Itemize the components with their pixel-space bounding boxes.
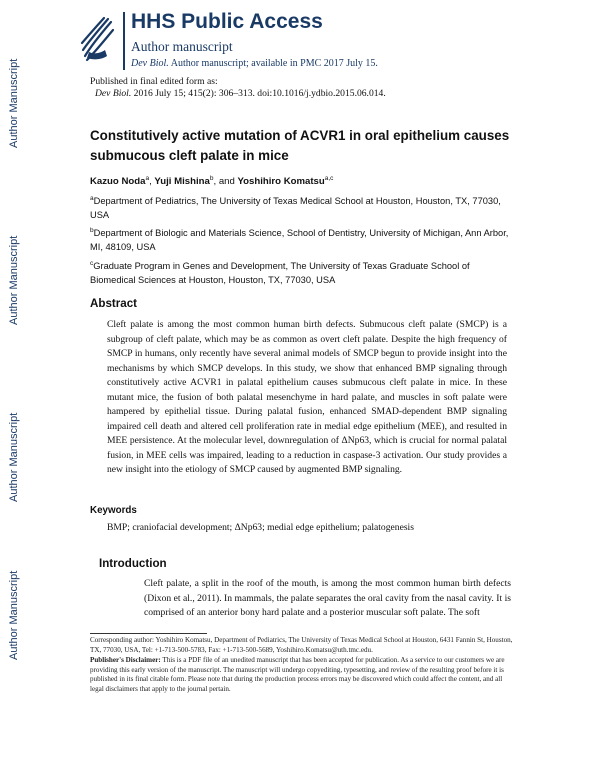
affiliation-text: Department of Pediatrics, The University of Texas Medical School at Houston, Houston, TX, 77030, USA [90, 196, 501, 221]
side-label-author-manuscript: Author Manuscript [8, 58, 20, 148]
article-title: Constitutively active mutation of ACVR1 in oral epithelium causes submucous cleft palate in mice [90, 128, 510, 163]
disclaimer-text: This is a PDF file of an unedited manuscript that has been accepted for publication. As a service to our customers we are providing this early version of the manuscript. The manuscript will undergo copyediting, typesetting, and review of the resulting proof before it is published in its final citable form. Please note that during the production process errors may be discovered which could affect the content, and all legal disclaimers that apply to the journal pertain. [90, 656, 505, 693]
abstract-body: Cleft palate is among the most common human birth defects. Submucous cleft palate (SMCP) is a subgroup of cleft palate, which may be as common as overt cleft palate. Despite the high frequency of SMCP in humans, only recently have several animal models of SMCP begun to provide insight into the mechanisms by which SMCP develops. In this study, we show that enhanced BMP signaling through constitutively active ACVR1 in palatal epithelium causes submucous cleft palate in mice. In these mutant mice, the fusion of both palatal mesenchyme in hard palate, and muscles in soft palate were hampered by epithelial tissue. During palatal fusion, enhanced SMAD-dependent BMP signaling impaired cell death and altered cell proliferation rate in medial edge epithelium (MEE), and resulted in MEE persistence. At the molecular level, downregulation of ΔNp63, which is crucial for normal palatal fusion, in MEE cells was impaired, leading to a reduction in caspase-3 activation. Our study provides a new insight into the etiology of SMCP caused by augmented BMP signaling. [107, 319, 507, 475]
author-manuscript-label: Author manuscript [131, 39, 233, 54]
side-label-author-manuscript: Author Manuscript [8, 570, 20, 660]
abstract-heading: Abstract [90, 297, 138, 310]
publication-citation [95, 88, 386, 99]
author-name: Kazuo Noda [90, 176, 146, 188]
affiliation-text: Department of Biologic and Materials Science, School of Dentistry, University of Michigan, Ann Arbor, MI, 48109, USA [90, 228, 509, 253]
affiliation-mark: a [90, 195, 94, 202]
author-list [90, 175, 333, 187]
hhs-eagle-logo-icon [77, 12, 117, 64]
keywords-list: BMP; craniofacial development; ΔNp63; medial edge epithelium; palatogenesis [107, 522, 414, 533]
affiliation-mark: c [90, 260, 94, 267]
hhs-header [77, 8, 547, 72]
author-name: Yoshihiro Komatsu [237, 176, 325, 188]
author-affiliation-mark: a,c [324, 175, 334, 182]
affiliation [90, 192, 510, 222]
author-separator: , and [213, 176, 238, 188]
side-label-author-manuscript: Author Manuscript [8, 412, 20, 502]
introduction-body: Cleft palate, a split in the roof of the mouth, is among the most common human birth defects (Dixon et al., 2011). In mammals, the palate separates the oral cavity from the nasal cavity. It is comprised of an anterior bony hard palate and a posterior muscular soft palate. The soft [144, 578, 511, 618]
citation-journal: Dev Biol. [95, 88, 132, 99]
hhs-title: HHS Public Access [131, 10, 323, 33]
author-affiliation-mark: a [145, 175, 150, 182]
availability-text: Author manuscript; available in PMC 2017 July 15. [170, 58, 378, 69]
keywords-heading: Keywords [90, 505, 137, 516]
side-label-author-manuscript: Author Manuscript [8, 235, 20, 325]
author-name: Yuji Mishina [154, 176, 210, 188]
corresponding-author-note: Corresponding author: Yoshihiro Komatsu, Department of Pediatrics, The University of Texas Medical School at Houston, 6431 Fannin St, Houston, TX, 77030, USA, Tel: +1-713-500-5783, Fax: +1-713-500-5689, Yoshihiro.Komatsu@uth.tmc.edu. [90, 636, 513, 654]
pmc-availability [131, 58, 378, 69]
affiliation [90, 224, 510, 254]
footnote-divider [90, 633, 207, 634]
journal-abbrev: Dev Biol. [131, 58, 169, 69]
affiliation [90, 257, 510, 287]
affiliation-text: Graduate Program in Genes and Development, The University of Texas Graduate School of Biomedical Sciences at Houston, Houston, TX, 77030, USA [90, 261, 470, 286]
publisher-disclaimer [90, 656, 514, 694]
introduction-heading: Introduction [99, 557, 167, 570]
published-in-label: Published in final edited form as: [90, 76, 218, 87]
header-divider [123, 12, 125, 70]
citation-details: 2016 July 15; 415(2): 306–313. doi:10.1016/j.ydbio.2015.06.014. [133, 88, 386, 99]
disclaimer-label: Publisher's Disclaimer: [90, 656, 161, 664]
author-separator: , [149, 176, 155, 188]
affiliation-mark: b [90, 227, 94, 234]
author-affiliation-mark: b [209, 175, 214, 182]
